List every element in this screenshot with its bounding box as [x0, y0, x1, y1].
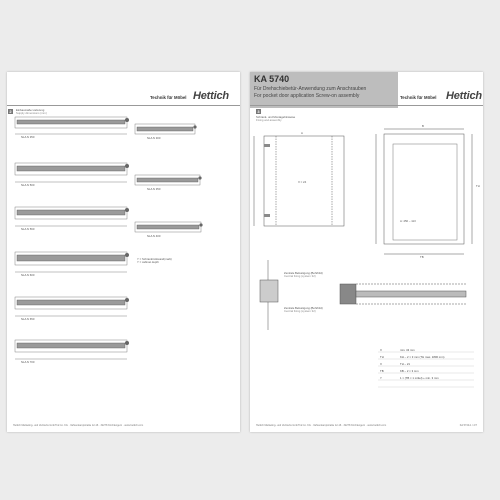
- dim-tb-label: TB: [420, 255, 424, 259]
- spec-key: TB: [380, 369, 384, 373]
- nl-label-650: NL/LN 650: [21, 317, 35, 321]
- right-header-de: Für Drehschiebetür-Anwendung zum Anschrauben: [254, 86, 367, 92]
- nl-label-700: NL/LN 700: [21, 360, 35, 364]
- left-tagline: Technik für Möbel: [150, 95, 187, 100]
- nl-label-350b: NL/LN 350: [147, 187, 161, 191]
- left-section-number: 2: [9, 109, 12, 114]
- nl-label-560: NL/LN 560: [21, 227, 35, 231]
- right-page-number: KA 5740-1 / 2/7: [459, 424, 477, 427]
- right-page: [250, 72, 483, 432]
- right-header-en: For pocket door application Screw-on assembly: [254, 93, 360, 99]
- spec-value: TH – 21: [400, 362, 410, 366]
- spec-row: [380, 376, 439, 380]
- dim-a-label: A: [301, 131, 303, 135]
- nl-label-400: NL/LN 400: [147, 234, 161, 238]
- right-section-number: 3: [257, 109, 260, 114]
- spec-row: [380, 348, 415, 352]
- right-tagline: Technik für Möbel: [400, 95, 437, 100]
- spec-key: TH: [380, 355, 384, 359]
- right-section-title-en: Fixing and assembly: [256, 118, 282, 122]
- spec-key: Y: [380, 376, 382, 380]
- spec-value: 1 × (TB × 1 mittel) + min. 3 mm: [400, 376, 439, 380]
- right-footer: Hettich Marketing- und Vertriebs GmbH & Co. KG · Vahrenkampstraße 12-16 · 32278 Kirchlengern · www.hettich.com: [256, 424, 387, 427]
- right-header-code: KA 5740: [254, 74, 290, 84]
- spec-row: [380, 355, 444, 359]
- nl-label-500: NL/LN 500: [21, 183, 35, 187]
- left-drawings: [7, 72, 240, 432]
- callout-1-en: Central fixing (system 32): [284, 274, 316, 278]
- left-section-title-en: Supply dimensions (mm): [16, 111, 47, 115]
- left-page: [7, 72, 240, 432]
- nl-label-300: NL/LN 300: [147, 136, 161, 140]
- spec-row: [380, 369, 419, 373]
- dim-th-label: TH: [476, 184, 480, 188]
- box-note: A: 450 – 113: [400, 219, 416, 223]
- spec-value: min. 43 mm: [400, 348, 415, 352]
- inner-label: X = 24: [298, 180, 307, 184]
- left-section-title-de: Einbaumaße Lieferung: [16, 108, 45, 112]
- spec-key: X: [380, 348, 382, 352]
- right-drawings: [250, 72, 483, 432]
- callout-2-en: Central fixing (system 32): [284, 309, 316, 313]
- spec-value: KH – 2 × 3 mm (TH max. 1800 mm): [400, 355, 445, 359]
- right-brand-logo: Hettich: [446, 90, 482, 102]
- nl-label-600: NL/LN 600: [21, 273, 35, 277]
- callout-2-de: Zentrale Befestigung (Bohrbild): [284, 306, 323, 310]
- left-brand-logo: Hettich: [193, 90, 229, 102]
- callout-1-de: Zentrale Befestigung (Bohrbild): [284, 271, 323, 275]
- left-note: Y = Schrankrückwand(maß) Y = cabinet depth: [137, 257, 172, 265]
- dim-b-label: B: [422, 124, 424, 128]
- cabinet-outline: [384, 134, 464, 244]
- spec-row: [380, 362, 410, 366]
- nl-label-350: NL/LN 350: [21, 135, 35, 139]
- right-section-title-de: Schrank- und Montagehinweise: [256, 115, 296, 119]
- spec-value: KB – 2 × 3 mm: [400, 369, 419, 373]
- spec-key: X: [380, 362, 382, 366]
- left-footer: Hettich Marketing- und Vertriebs GmbH & Co. KG · Vahrenkampstraße 12-16 · 32278 Kirchlengern · www.hettich.com: [13, 424, 144, 427]
